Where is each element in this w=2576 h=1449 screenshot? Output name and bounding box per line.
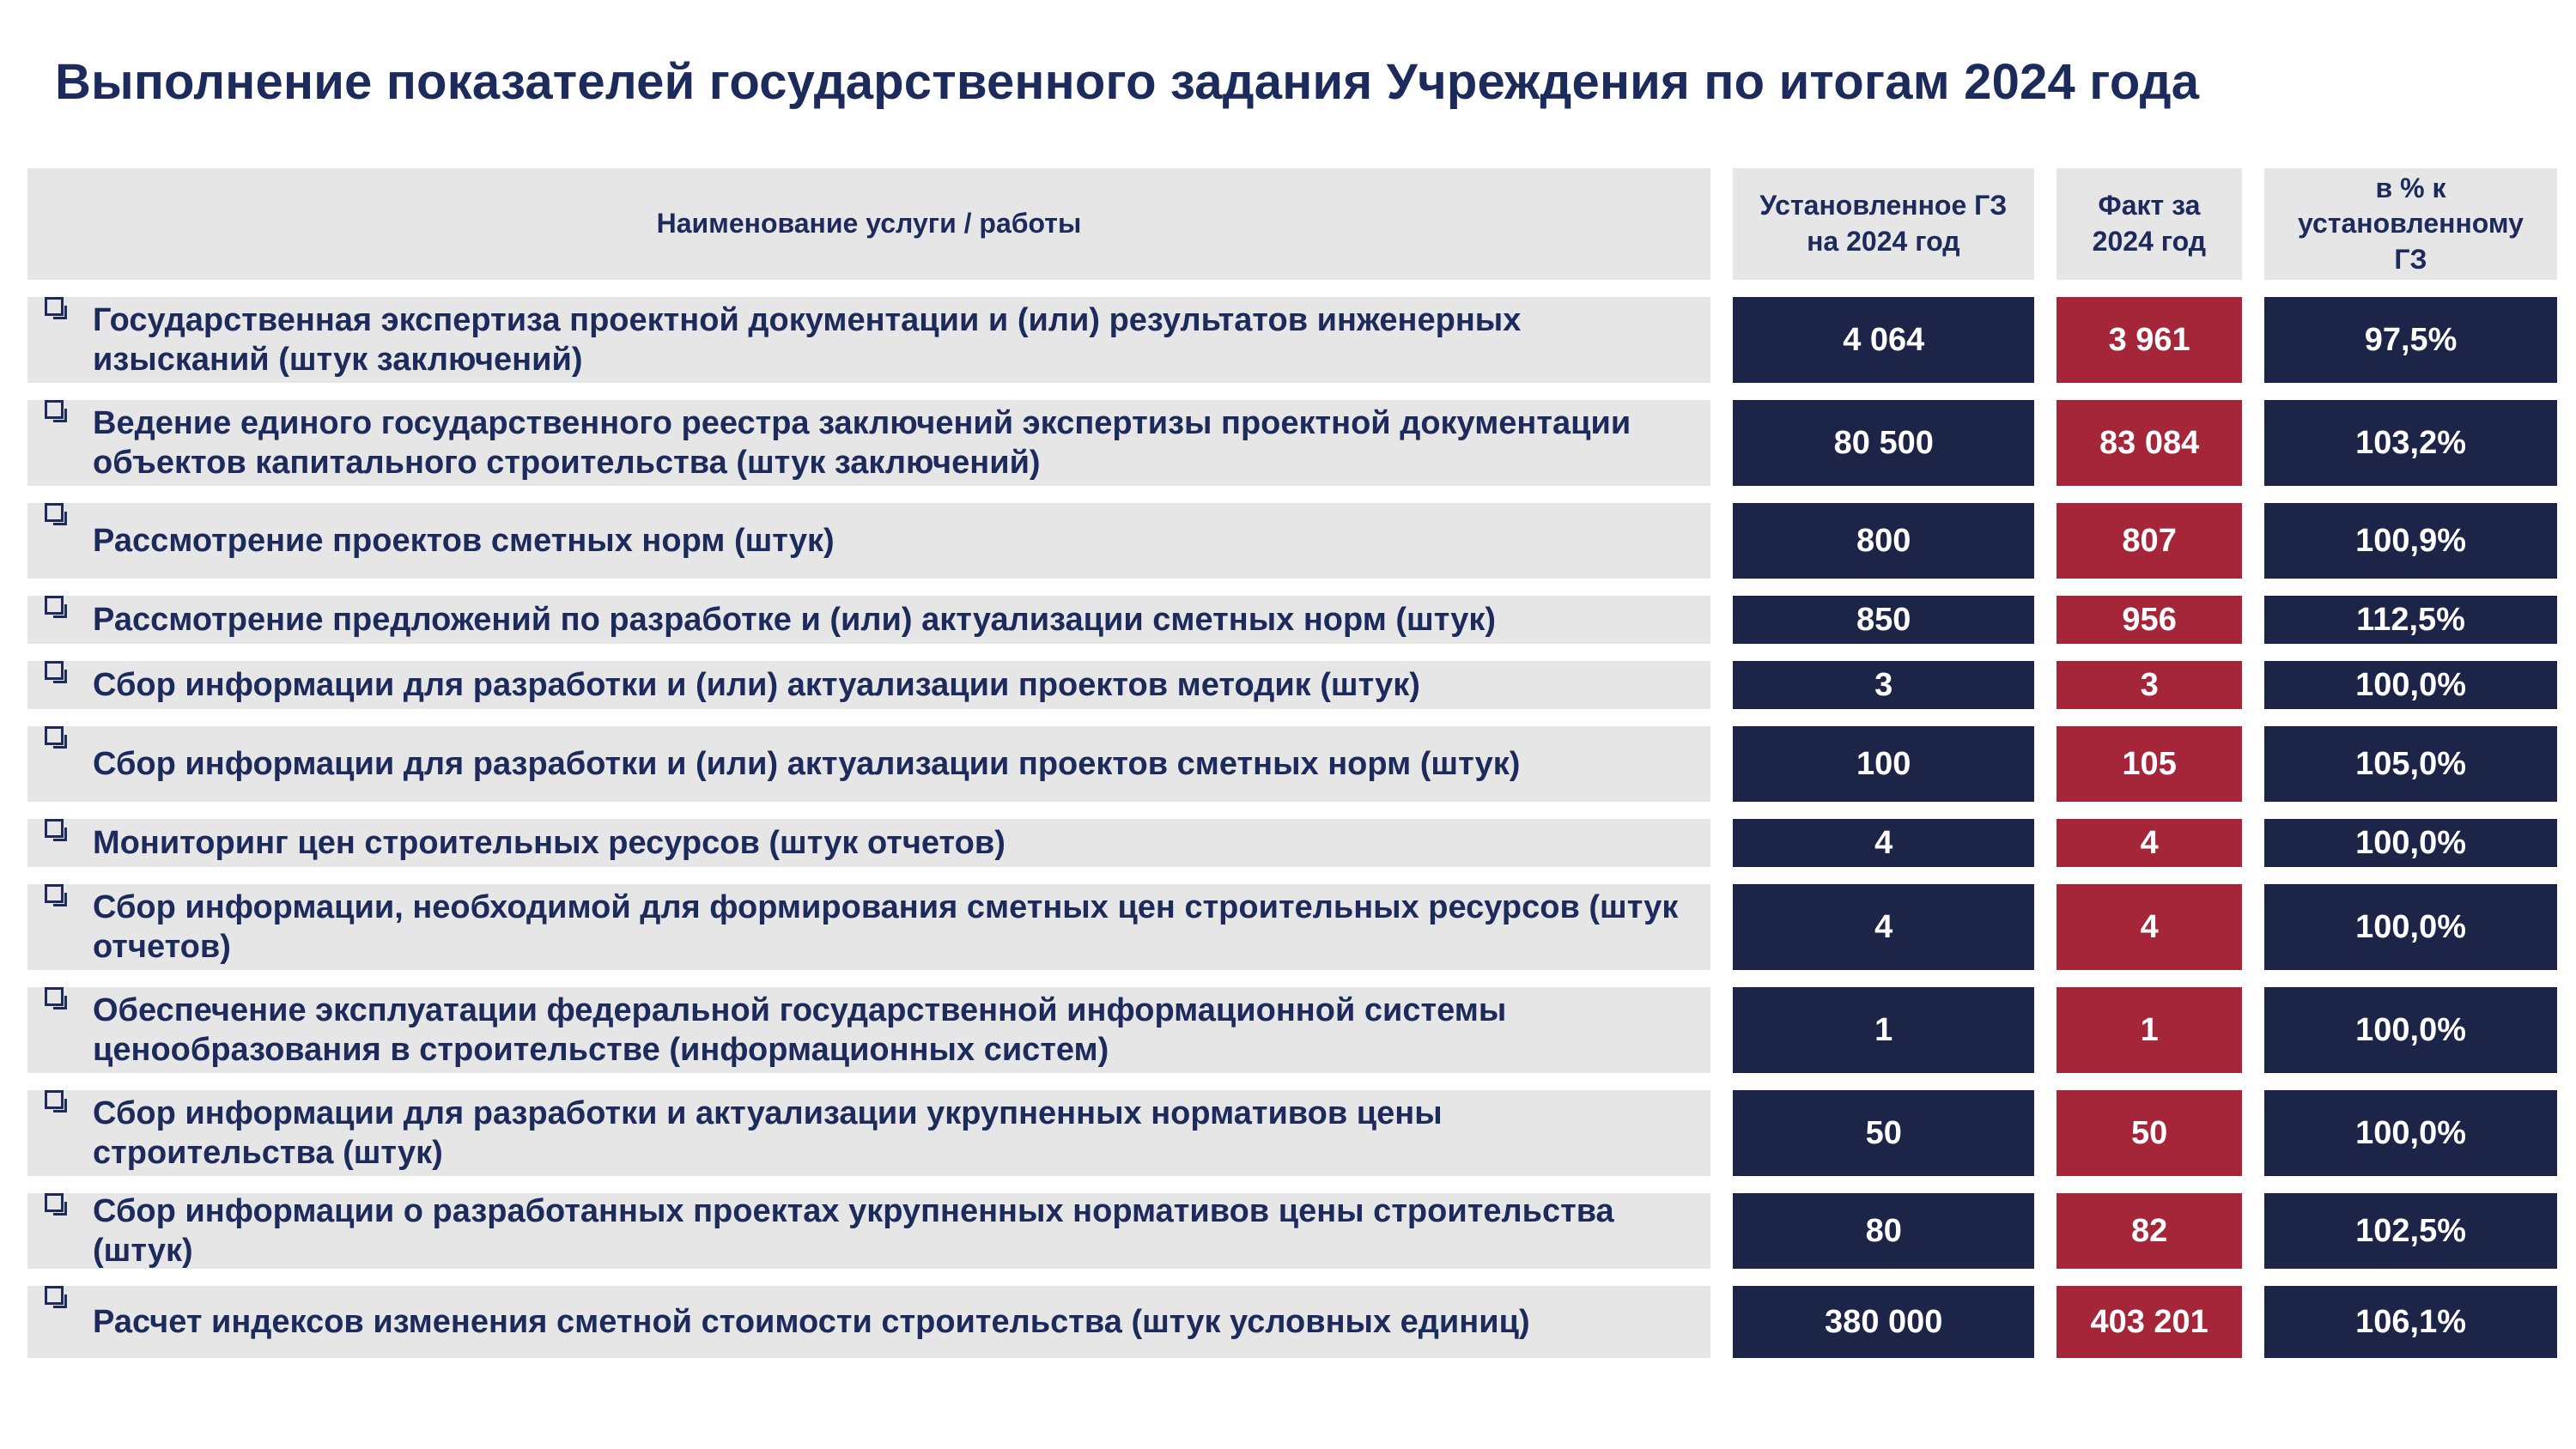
checkbox-bullet-icon [45,726,64,745]
row-name: Сбор информации, необходимой для формирования сметных цен строительных ресурсов (штук отчетов) [27,884,1710,970]
row-fact-value: 403 201 [2057,1286,2242,1358]
row-pct-value: 97,5% [2264,297,2557,383]
row-name: Сбор информации для разработки и (или) актуализации проектов методик (штук) [27,661,1710,709]
indicators-table [27,168,2557,1375]
row-fact-value: 956 [2057,596,2242,644]
row-fact-value: 83 084 [2057,400,2242,486]
row-pct-value: 105,0% [2264,726,2557,802]
checkbox-bullet-icon [45,596,64,615]
header-fact-line1: Факт за [2098,190,2201,221]
table-row [27,297,2557,383]
header-name-label: Наименование услуги / работы [656,208,1082,239]
row-set-value: 4 064 [1733,297,2034,383]
table-header [27,168,2557,280]
row-name: Ведение единого государственного реестра заключений экспертизы проектной документации объектов капитального строительства (штук заключений) [27,400,1710,486]
row-name: Сбор информации для разработки и (или) актуализации проектов сметных норм (штук) [27,726,1710,802]
checkbox-bullet-icon [45,503,64,522]
table-row [27,400,2557,486]
row-pct-value: 100,0% [2264,819,2557,867]
row-name: Рассмотрение предложений по разработке и (или) актуализации сметных норм (штук) [27,596,1710,644]
row-name: Мониторинг цен строительных ресурсов (штук отчетов) [27,819,1710,867]
row-name: Рассмотрение проектов сметных норм (штук) [27,503,1710,579]
checkbox-bullet-icon [45,1090,64,1109]
row-name: Сбор информации о разработанных проектах укрупненных нормативов цены строительства (штук) [27,1193,1710,1269]
row-fact-value: 4 [2057,884,2242,970]
row-pct-value: 106,1% [2264,1286,2557,1358]
row-fact-value: 3 [2057,661,2242,709]
table-row [27,726,2557,802]
header-set [1733,168,2034,280]
header-pct [2264,168,2557,280]
row-set-value: 80 [1733,1193,2034,1269]
row-pct-value: 100,0% [2264,987,2557,1073]
table-row [27,596,2557,644]
table-row [27,987,2557,1073]
row-pct-value: 103,2% [2264,400,2557,486]
row-fact-value: 807 [2057,503,2242,579]
row-pct-value: 100,0% [2264,1090,2557,1176]
checkbox-bullet-icon [45,987,64,1006]
row-set-value: 3 [1733,661,2034,709]
row-pct-value: 100,0% [2264,661,2557,709]
row-name: Сбор информации для разработки и актуализации укрупненных нормативов цены строительства (штук) [27,1090,1710,1176]
row-pct-value: 112,5% [2264,596,2557,644]
header-set-line2: на 2024 год [1807,226,1960,257]
row-set-value: 80 500 [1733,400,2034,486]
table-row [27,1286,2557,1358]
table-row [27,884,2557,970]
header-pct-line1: в % к [2375,172,2446,203]
row-fact-value: 4 [2057,819,2242,867]
header-set-line1: Установленное ГЗ [1759,190,2008,221]
table-row [27,1193,2557,1269]
row-set-value: 4 [1733,819,2034,867]
checkbox-bullet-icon [45,297,64,316]
table-row [27,503,2557,579]
row-set-value: 800 [1733,503,2034,579]
checkbox-bullet-icon [45,661,64,680]
checkbox-bullet-icon [45,1193,64,1212]
row-set-value: 1 [1733,987,2034,1073]
header-pct-line3: ГЗ [2394,243,2427,275]
row-fact-value: 3 961 [2057,297,2242,383]
row-pct-value: 100,9% [2264,503,2557,579]
row-set-value: 50 [1733,1090,2034,1176]
table-row [27,1090,2557,1176]
table-row [27,819,2557,867]
row-fact-value: 1 [2057,987,2242,1073]
row-name: Расчет индексов изменения сметной стоимости строительства (штук условных единиц) [27,1286,1710,1358]
row-set-value: 380 000 [1733,1286,2034,1358]
header-fact [2057,168,2242,280]
page-title: Выполнение показателей государственного задания Учреждения по итогам 2024 года [55,54,2200,110]
checkbox-bullet-icon [45,1286,64,1305]
row-name: Обеспечение эксплуатации федеральной государственной информационной системы ценообразования в строительстве (информационных систем) [27,987,1710,1073]
row-pct-value: 102,5% [2264,1193,2557,1269]
row-set-value: 100 [1733,726,2034,802]
checkbox-bullet-icon [45,884,64,903]
row-pct-value: 100,0% [2264,884,2557,970]
checkbox-bullet-icon [45,400,64,419]
header-pct-line2: установленному [2298,208,2524,239]
table-row [27,661,2557,709]
row-fact-value: 50 [2057,1090,2242,1176]
header-fact-line2: 2024 год [2092,226,2207,257]
row-set-value: 850 [1733,596,2034,644]
checkbox-bullet-icon [45,819,64,838]
row-fact-value: 105 [2057,726,2242,802]
row-name: Государственная экспертиза проектной документации и (или) результатов инженерных изысканий (штук заключений) [27,297,1710,383]
row-set-value: 4 [1733,884,2034,970]
header-name [27,168,1710,280]
row-fact-value: 82 [2057,1193,2242,1269]
